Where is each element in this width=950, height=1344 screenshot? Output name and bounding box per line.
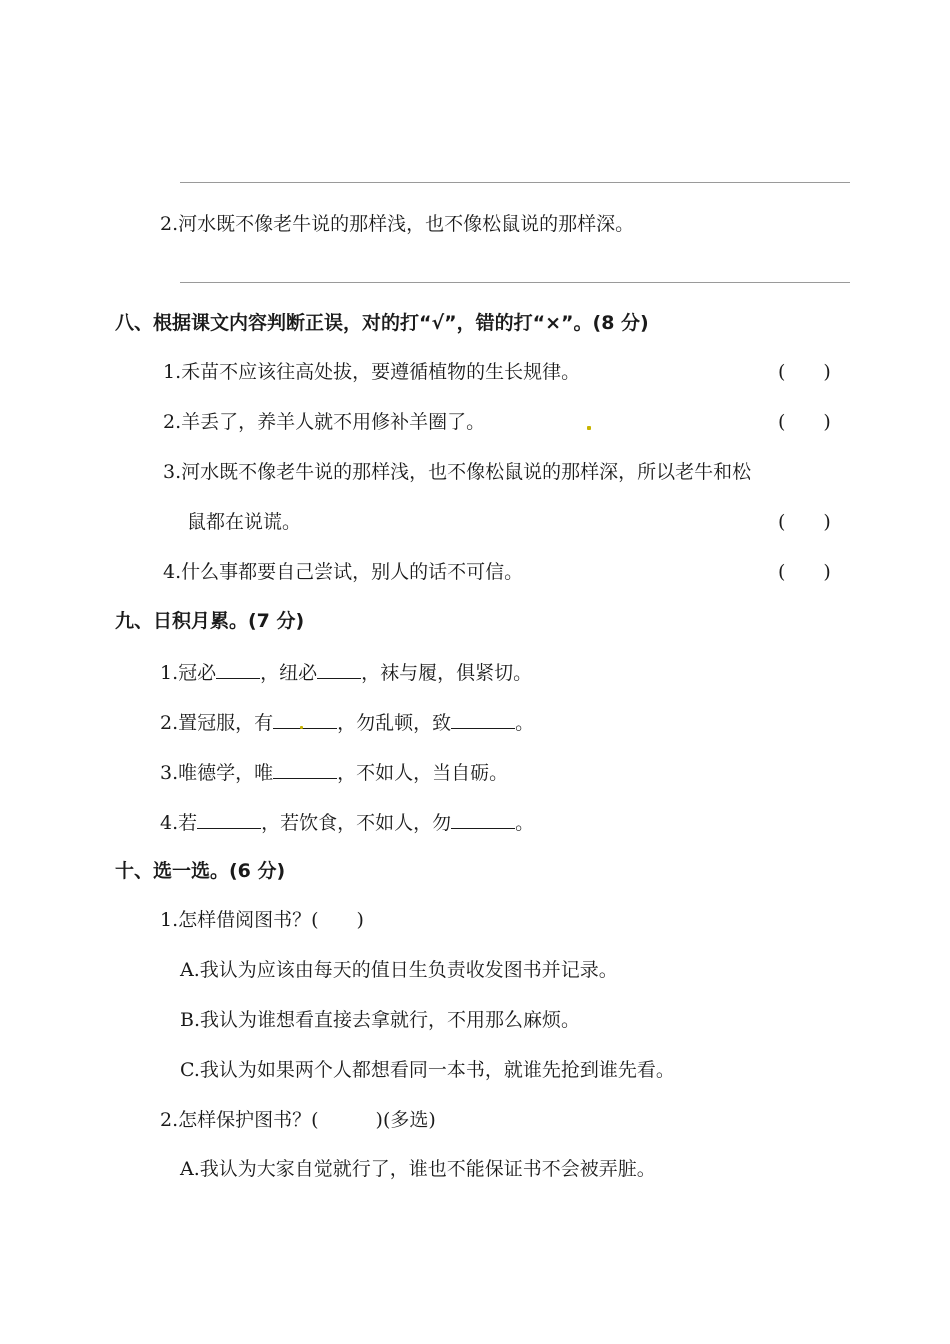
fill-blank-6[interactable] (197, 810, 261, 829)
section8-item-3-cont: 鼠都在说谎。 (187, 511, 302, 533)
q1-part-a: 1.冠必 (160, 662, 217, 684)
section8-item-2: 2.羊丢了，养羊人就不用修补羊圈了。 (163, 411, 486, 433)
section10-q1-option-a[interactable]: A.我认为应该由每天的值日生负责收发图书并记录。 (180, 959, 618, 981)
answer-paren-3[interactable]: ( ) (778, 511, 831, 533)
yellow-mark-2 (300, 726, 303, 729)
section9-question-4 (160, 810, 534, 835)
answer-paren-1[interactable]: ( ) (778, 361, 831, 383)
q3-part-a: 3.唯德学，唯 (160, 762, 274, 784)
fill-blank-5[interactable] (273, 760, 337, 779)
section10-q2-option-a[interactable]: A.我认为大家自觉就行了，谁也不能保证书不会被弄脏。 (180, 1158, 656, 1180)
answer-line-1[interactable] (180, 182, 850, 183)
answer-paren-4[interactable]: ( ) (778, 561, 831, 583)
section8-item-3: 3.河水既不像老牛说的那样浅，也不像松鼠说的那样深，所以老牛和松 (163, 461, 752, 483)
section8-title: 八、根据课文内容判断正误，对的打“√”，错的打“×”。(8 分) (115, 312, 649, 334)
q2-part-b: ，勿乱顿，致 (337, 712, 452, 734)
q4-part-a: 4.若 (160, 812, 198, 834)
section8-item-1: 1.禾苗不应该往高处拔，要遵循植物的生长规律。 (163, 361, 581, 383)
section9-question-3 (160, 760, 508, 785)
section9-question-2 (160, 710, 534, 735)
section10-q1-option-c[interactable]: C.我认为如果两个人都想看同一本书，就谁先抢到谁先看。 (180, 1059, 675, 1081)
section9-question-1 (160, 660, 532, 685)
section9-title: 九、日积月累。(7 分) (115, 610, 305, 632)
section10-q1-option-b[interactable]: B.我认为谁想看直接去拿就行，不用那么麻烦。 (180, 1009, 581, 1031)
q1-part-b: ，纽必 (260, 662, 318, 684)
fill-blank-4[interactable] (451, 710, 515, 729)
q2-part-c: 。 (515, 712, 535, 734)
fill-blank-2[interactable] (317, 660, 361, 679)
answer-paren-2[interactable]: ( ) (778, 411, 831, 433)
q1-part-c: ，袜与履，俱紧切。 (361, 662, 533, 684)
q4-part-c: 。 (515, 812, 535, 834)
fill-blank-3[interactable] (273, 710, 337, 729)
yellow-mark (587, 426, 591, 430)
section10-question-1: 1.怎样借阅图书？( ) (160, 909, 364, 931)
fill-blank-1[interactable] (216, 660, 260, 679)
q4-part-b: ，若饮食，不如人，勿 (261, 812, 452, 834)
fill-blank-7[interactable] (451, 810, 515, 829)
section8-item-4: 4.什么事都要自己尝试，别人的话不可信。 (163, 561, 524, 583)
section10-title: 十、选一选。(6 分) (115, 860, 286, 882)
section10-question-2: 2.怎样保护图书？( )(多选) (160, 1109, 436, 1131)
q2-part-a: 2.置冠服，有 (160, 712, 274, 734)
answer-line-2[interactable] (180, 282, 850, 283)
section7-question-2: 2.河水既不像老牛说的那样浅，也不像松鼠说的那样深。 (160, 213, 635, 235)
q3-part-b: ，不如人，当自砺。 (337, 762, 509, 784)
